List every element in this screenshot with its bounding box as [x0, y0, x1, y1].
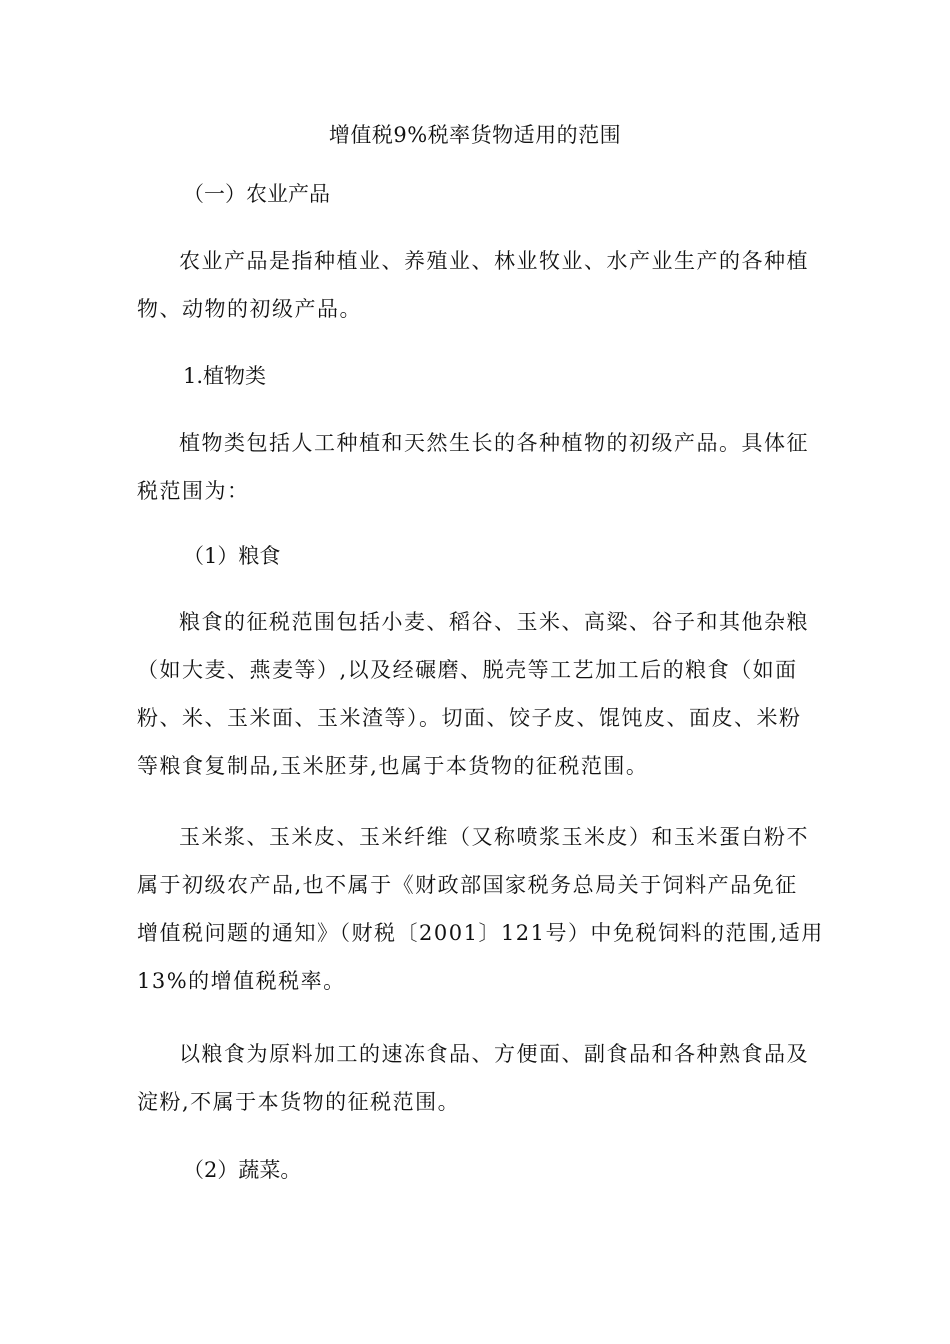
- section-heading-agricultural-products: （一）农业产品: [183, 182, 330, 206]
- paragraph-line: 粮食的征税范围包括小麦、稻谷、玉米、高粱、谷子和其他杂粮: [179, 610, 809, 634]
- paragraph-line: 植物类包括人工种植和天然生长的各种植物的初级产品。具体征: [179, 431, 809, 455]
- paragraph-line: 玉米浆、玉米皮、玉米纤维（又称喷浆玉米皮）和玉米蛋白粉不: [179, 825, 809, 849]
- paragraph-line: 税范围为：: [137, 479, 250, 503]
- paragraph-line: 物、动物的初级产品。: [137, 297, 362, 321]
- paragraph-plants-definition: [137, 419, 817, 515]
- paragraph-processed-grain-exclusion: [137, 1030, 817, 1126]
- paragraph-line: 粉、米、玉米面、玉米渣等）。切面、饺子皮、馄饨皮、面皮、米粉: [137, 706, 802, 730]
- paragraph-line: 等粮食复制品,玉米胚芽,也属于本货物的征税范围。: [137, 754, 649, 778]
- paragraph-line: 淀粉,不属于本货物的征税范围。: [137, 1090, 461, 1114]
- paragraph-line: 增值税问题的通知》（财税〔2001〕121号）中免税饲料的范围,适用: [137, 921, 824, 945]
- document-title: 增值税9%税率货物适用的范围: [328, 123, 622, 147]
- paragraph-grain-scope: [137, 598, 817, 790]
- paragraph-line: 以粮食为原料加工的速冻食品、方便面、副食品和各种熟食品及: [179, 1042, 809, 1066]
- item-heading-vegetables: （2）蔬菜。: [183, 1158, 302, 1182]
- subsection-heading-plants: 1.植物类: [183, 364, 267, 388]
- paragraph-line: 13%的增值税税率。: [137, 969, 346, 993]
- paragraph-line: 农业产品是指种植业、养殖业、林业牧业、水产业生产的各种植: [179, 249, 809, 273]
- paragraph-line: 属于初级农产品,也不属于《财政部国家税务总局关于饲料产品免征: [137, 873, 798, 897]
- item-heading-grain: （1）粮食: [183, 544, 281, 568]
- paragraph-line: （如大麦、燕麦等）,以及经碾磨、脱壳等工艺加工后的粮食（如面: [137, 658, 798, 682]
- paragraph-corn-byproducts: [137, 813, 824, 1005]
- paragraph-agricultural-definition: [137, 237, 817, 333]
